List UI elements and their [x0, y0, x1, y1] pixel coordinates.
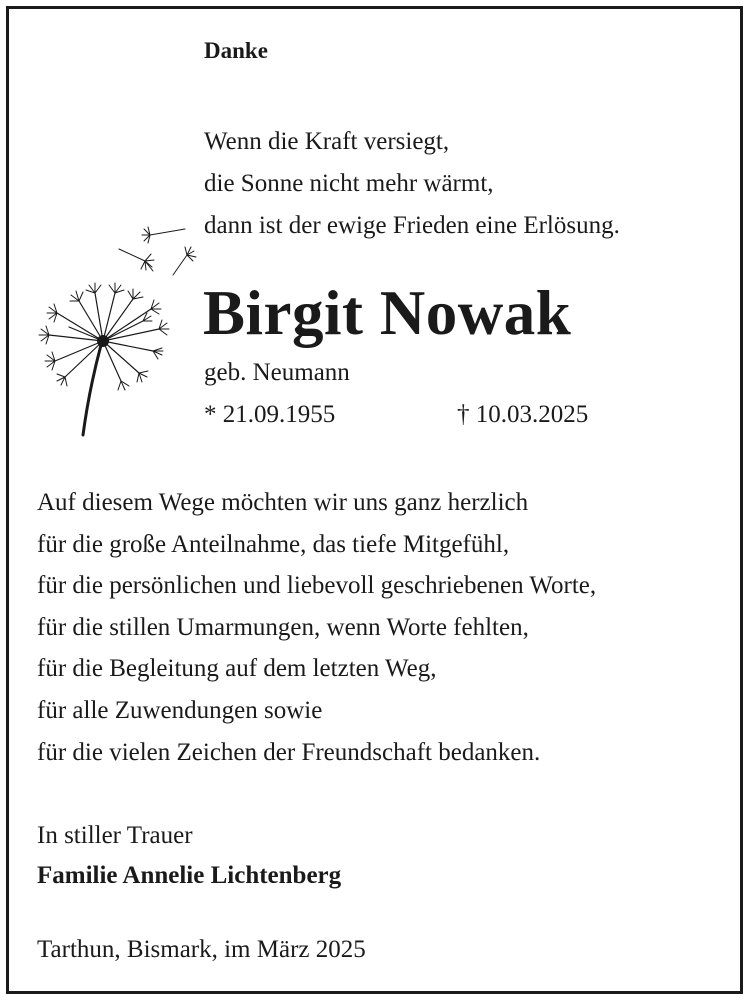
dandelion-icon: [35, 205, 205, 445]
notice-heading: Danke: [204, 38, 268, 63]
thanks-line: für die große Anteilnahme, das tiefe Mitgefühl,: [37, 530, 510, 558]
deceased-name: Birgit Nowak: [203, 278, 572, 348]
thanks-line: für alle Zuwendungen sowie: [37, 696, 323, 724]
verse-line: dann ist der ewige Frieden eine Erlösung.: [204, 212, 620, 239]
birth-date: * 21.09.1955: [204, 401, 336, 428]
mourning-intro: In stiller Trauer: [37, 822, 193, 849]
death-date: † 10.03.2025: [457, 401, 589, 428]
thanks-line: für die persönlichen und liebevoll geschriebenen Worte,: [37, 572, 597, 600]
thanks-text: [37, 482, 596, 773]
maiden-name: geb. Neumann: [204, 359, 350, 386]
thanks-line: für die Begleitung auf dem letzten Weg,: [37, 655, 437, 683]
thanks-line: für die vielen Zeichen der Freundschaft bedanken.: [37, 738, 541, 766]
verse-line: die Sonne nicht mehr wärmt,: [204, 170, 494, 197]
place-date: Tarthun, Bismark, im März 2025: [37, 936, 366, 963]
thanks-line: Auf diesem Wege möchten wir uns ganz herzlich: [37, 489, 529, 516]
signature-block: [37, 816, 341, 896]
verse-line: Wenn die Kraft versiegt,: [204, 128, 450, 155]
notice-frame: [6, 6, 743, 994]
verse: [204, 121, 620, 247]
thanks-line: für die stillen Umarmungen, wenn Worte fehlten,: [37, 613, 529, 641]
family-name: Familie Annelie Lichtenberg: [37, 862, 342, 889]
